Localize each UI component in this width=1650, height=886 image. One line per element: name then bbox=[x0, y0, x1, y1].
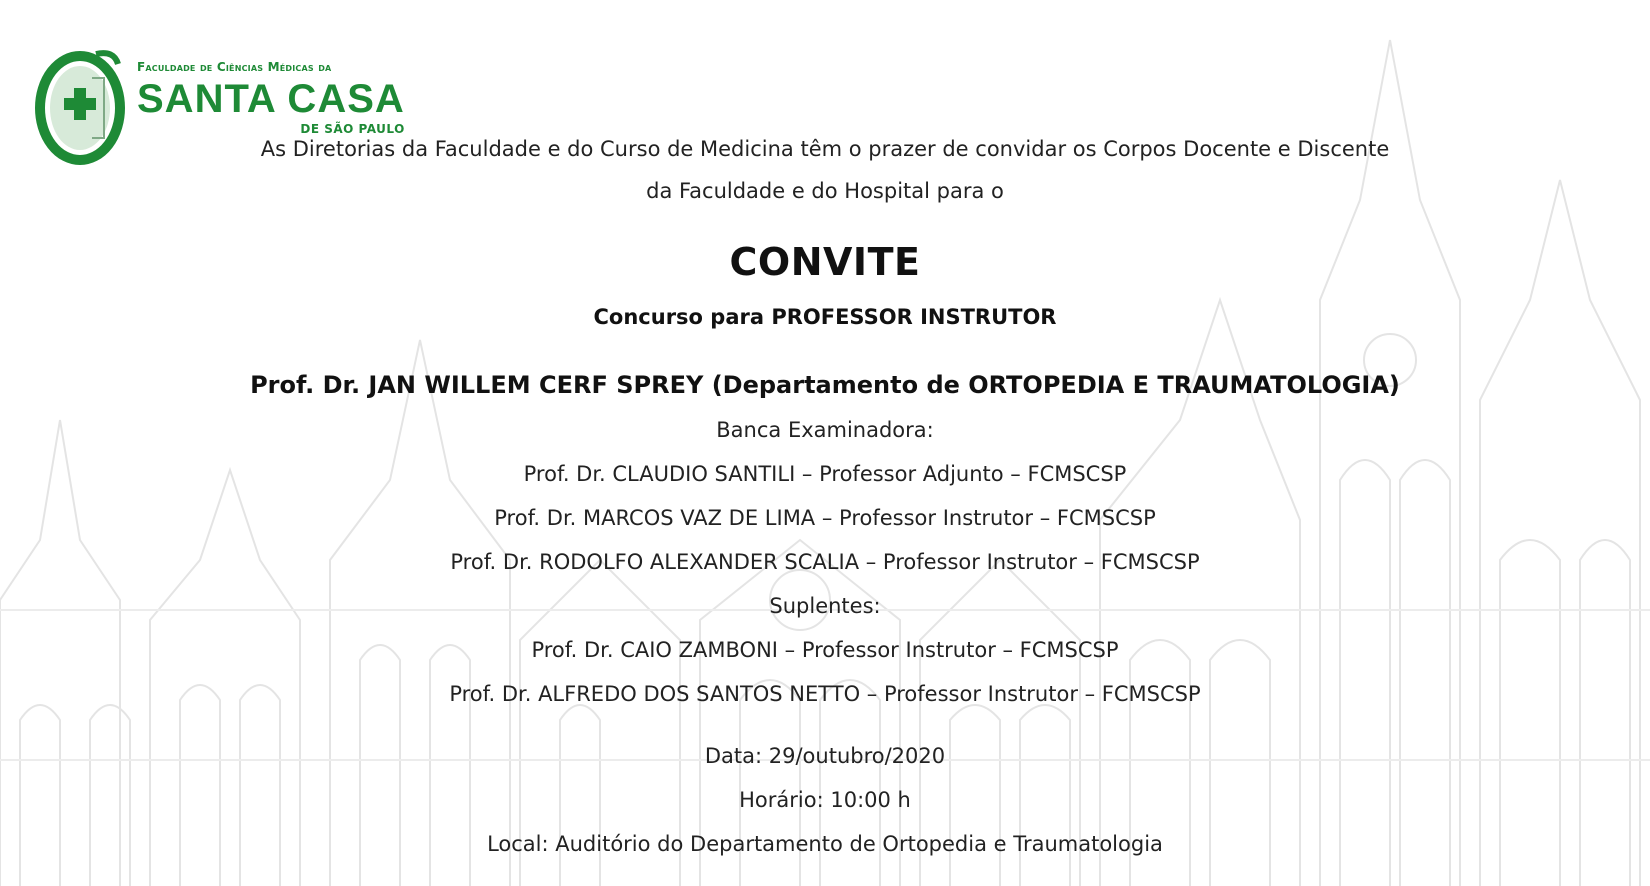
board-member: Prof. Dr. MARCOS VAZ DE LIMA – Professor Instrutor – FCMSCSP bbox=[494, 506, 1156, 530]
contest-subtitle: Concurso para PROFESSOR INSTRUTOR bbox=[593, 305, 1057, 329]
substitute-member: Prof. Dr. ALFREDO DOS SANTOS NETTO – Professor Instrutor – FCMSCSP bbox=[449, 682, 1201, 706]
substitute-member: Prof. Dr. CAIO ZAMBONI – Professor Instrutor – FCMSCSP bbox=[531, 638, 1119, 662]
event-time: Horário: 10:00 h bbox=[739, 788, 911, 812]
logo-santa-casa: SANTA CASA bbox=[137, 77, 405, 121]
board-heading: Banca Examinadora: bbox=[716, 418, 934, 442]
candidate-name: Prof. Dr. JAN WILLEM CERF SPREY (Departamento de ORTOPEDIA E TRAUMATOLOGIA) bbox=[250, 371, 1400, 399]
intro-line-1: As Diretorias da Faculdade e do Curso de Medicina têm o prazer de convidar os Corpos Docente e Discente bbox=[260, 137, 1390, 161]
event-date: Data: 29/outubro/2020 bbox=[704, 744, 946, 768]
board-member: Prof. Dr. CLAUDIO SANTILI – Professor Adjunto – FCMSCSP bbox=[523, 462, 1127, 486]
board-member: Prof. Dr. RODOLFO ALEXANDER SCALIA – Professor Instrutor – FCMSCSP bbox=[450, 550, 1200, 574]
logo-faculty-name: Faculdade de Ciências Médicas da bbox=[137, 60, 332, 74]
page-title: CONVITE bbox=[729, 240, 921, 284]
logo-city: DE SÃO PAULO bbox=[300, 122, 405, 136]
substitutes-heading: Suplentes: bbox=[769, 594, 881, 618]
intro-line-2: da Faculdade e do Hospital para o bbox=[646, 179, 1004, 203]
event-location: Local: Auditório do Departamento de Ortopedia e Traumatologia bbox=[487, 832, 1163, 856]
